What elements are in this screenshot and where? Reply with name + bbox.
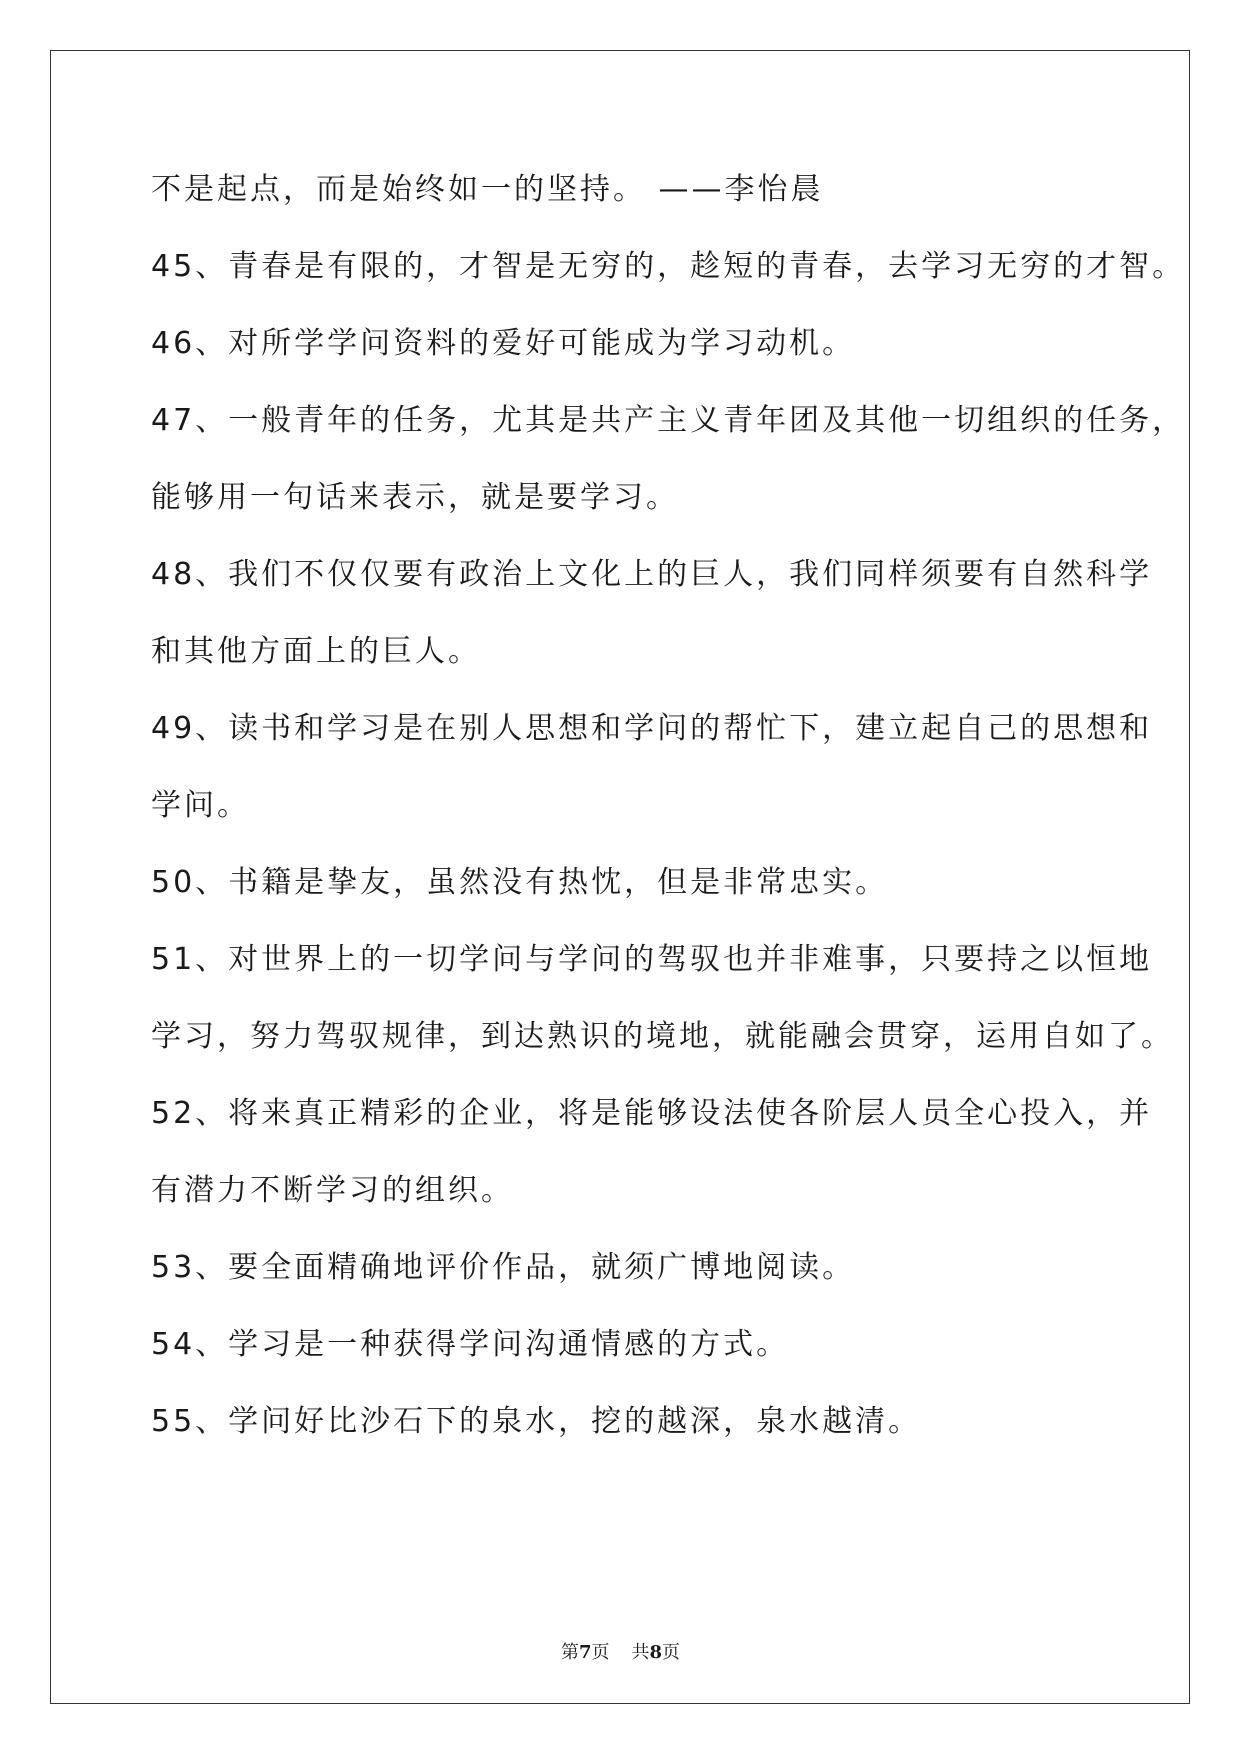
text-line: 54、学习是一种获得学问沟通情感的方式。: [151, 1327, 790, 1362]
text-line: 55、学问好比沙石下的泉水，挖的越深，泉水越清。: [151, 1404, 922, 1439]
total-suffix: 页: [662, 1642, 681, 1663]
text-line: 46、对所学学问资料的爱好可能成为学习动机。: [151, 326, 856, 361]
page-suffix: 页: [591, 1642, 610, 1663]
text-line: 45、青春是有限的，才智是无穷的，趁短的青春，去学习无穷的才智。: [151, 249, 1186, 284]
page-footer: [0, 1638, 1241, 1664]
text-line: 不是起点，而是始终如一的坚持。 ——李怡晨: [151, 172, 824, 207]
text-line: 47、一般青年的任务，尤其是共产主义青年团及其他一切组织的任务，: [151, 403, 1186, 438]
text-line: 学问。: [151, 788, 250, 823]
text-line: 学习，努力驾驭规律，到达熟识的境地，就能融会贯穿，运用自如了。: [151, 1019, 1174, 1054]
text-line: 52、将来真正精彩的企业，将是能够设法使各阶层人员全心投入，并: [151, 1096, 1153, 1131]
text-line: 能够用一句话来表示，就是要学习。: [151, 480, 679, 515]
page-prefix: 第: [560, 1642, 579, 1663]
text-line: 50、书籍是挚友，虽然没有热忱，但是非常忠实。: [151, 865, 889, 900]
text-line: 48、我们不仅仅要有政治上文化上的巨人，我们同样须要有自然科学: [151, 557, 1153, 592]
text-line: 和其他方面上的巨人。: [151, 634, 481, 669]
text-line: 有潜力不断学习的组织。: [151, 1173, 514, 1208]
text-line: 49、读书和学习是在别人思想和学问的帮忙下，建立起自己的思想和: [151, 711, 1153, 746]
text-line: 51、对世界上的一切学问与学问的驾驭也并非难事，只要持之以恒地: [151, 942, 1153, 977]
current-page-number: 7: [578, 1642, 592, 1663]
text-line: 53、要全面精确地评价作品，就须广博地阅读。: [151, 1250, 856, 1285]
document-body: [151, 160, 1186, 1469]
total-page-number: 8: [649, 1642, 663, 1663]
total-prefix: 共: [631, 1642, 650, 1663]
